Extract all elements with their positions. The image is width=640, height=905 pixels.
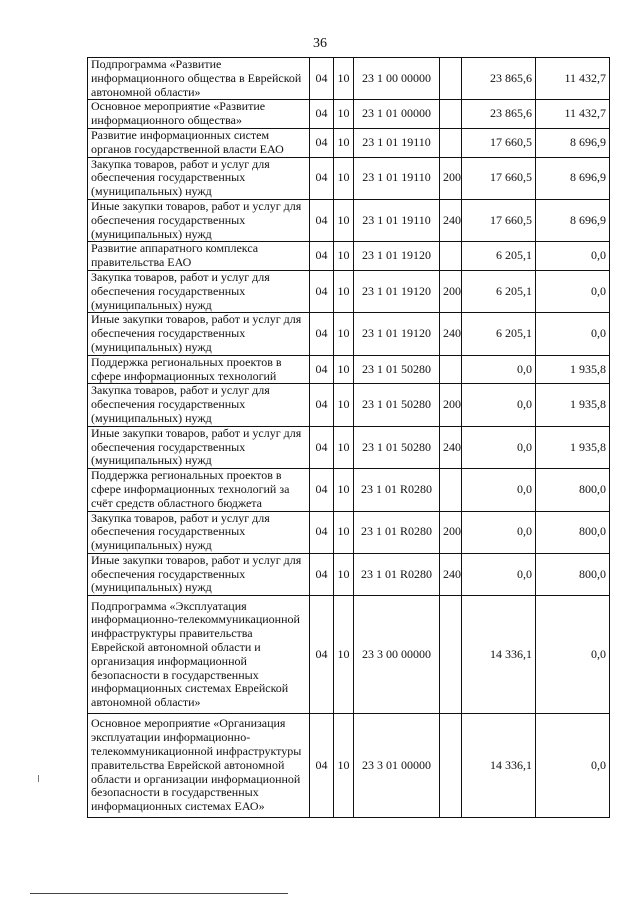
row-section-code: 04 (310, 313, 334, 355)
row-subsection-code: 10 (334, 355, 354, 384)
row-amount-2: 0,0 (536, 714, 610, 818)
row-section-code: 04 (310, 384, 334, 426)
row-amount-1: 0,0 (462, 469, 536, 511)
row-expense-type: 200 (440, 270, 462, 312)
row-amount-2: 1 935,8 (536, 384, 610, 426)
row-name: Иные закупки товаров, работ и услуг для обеспечения государственных (муниципальных) нужд (88, 426, 310, 468)
row-amount-2: 0,0 (536, 242, 610, 271)
row-section-code: 04 (310, 714, 334, 818)
row-subsection-code: 10 (334, 242, 354, 271)
row-amount-1: 6 205,1 (462, 242, 536, 271)
row-amount-1: 6 205,1 (462, 270, 536, 312)
row-amount-2: 800,0 (536, 553, 610, 595)
row-amount-1: 0,0 (462, 553, 536, 595)
row-subsection-code: 10 (334, 553, 354, 595)
row-expense-type: 240 (440, 313, 462, 355)
row-subsection-code: 10 (334, 714, 354, 818)
row-amount-1: 0,0 (462, 355, 536, 384)
row-amount-2: 1 935,8 (536, 426, 610, 468)
row-section-code: 04 (310, 426, 334, 468)
table-row (88, 313, 610, 355)
row-expense-type (440, 714, 462, 818)
row-name: Основное мероприятие «Развитие информационного общества» (88, 100, 310, 129)
row-expense-type (440, 100, 462, 129)
page-number: 36 (313, 36, 327, 51)
row-target-article: 23 1 01 19120 (354, 313, 440, 355)
row-section-code: 04 (310, 100, 334, 129)
row-name: Иные закупки товаров, работ и услуг для обеспечения государственных (муниципальных) нужд (88, 199, 310, 241)
row-target-article: 23 1 01 19120 (354, 270, 440, 312)
row-amount-2: 8 696,9 (536, 157, 610, 199)
margin-mark (38, 775, 39, 782)
row-target-article: 23 1 01 50280 (354, 426, 440, 468)
row-amount-1: 23 865,6 (462, 100, 536, 129)
footer-rule (30, 893, 288, 894)
row-amount-2: 0,0 (536, 270, 610, 312)
row-subsection-code: 10 (334, 270, 354, 312)
row-expense-type: 200 (440, 511, 462, 553)
row-target-article: 23 1 01 50280 (354, 355, 440, 384)
table-row (88, 58, 610, 100)
table-row (88, 100, 610, 129)
row-target-article: 23 1 00 00000 (354, 58, 440, 100)
row-name: Иные закупки товаров, работ и услуг для обеспечения государственных (муниципальных) нужд (88, 553, 310, 595)
row-subsection-code: 10 (334, 511, 354, 553)
row-expense-type (440, 469, 462, 511)
row-name: Подпрограмма «Развитие информационного общества в Еврейской автономной области» (88, 58, 310, 100)
row-expense-type (440, 58, 462, 100)
row-amount-2: 8 696,9 (536, 128, 610, 157)
row-section-code: 04 (310, 199, 334, 241)
row-amount-1: 6 205,1 (462, 313, 536, 355)
row-amount-1: 14 336,1 (462, 714, 536, 818)
table-row (88, 511, 610, 553)
table-row (88, 714, 610, 818)
row-amount-2: 11 432,7 (536, 58, 610, 100)
row-amount-2: 11 432,7 (536, 100, 610, 129)
row-expense-type: 240 (440, 199, 462, 241)
row-name: Иные закупки товаров, работ и услуг для обеспечения государственных (муниципальных) нужд (88, 313, 310, 355)
row-section-code: 04 (310, 355, 334, 384)
row-name: Развитие информационных систем органов государственной власти ЕАО (88, 128, 310, 157)
row-name: Поддержка региональных проектов в сфере информационных технологий за счёт средств областного бюджета (88, 469, 310, 511)
row-target-article: 23 1 01 R0280 (354, 553, 440, 595)
table-row (88, 128, 610, 157)
row-subsection-code: 10 (334, 313, 354, 355)
row-amount-2: 800,0 (536, 469, 610, 511)
row-expense-type: 240 (440, 553, 462, 595)
row-expense-type: 200 (440, 157, 462, 199)
table-row (88, 157, 610, 199)
row-amount-2: 8 696,9 (536, 199, 610, 241)
row-target-article: 23 1 01 00000 (354, 100, 440, 129)
budget-table-body (88, 58, 610, 818)
row-section-code: 04 (310, 270, 334, 312)
row-section-code: 04 (310, 553, 334, 595)
row-subsection-code: 10 (334, 128, 354, 157)
row-target-article: 23 1 01 R0280 (354, 511, 440, 553)
table-row (88, 426, 610, 468)
row-amount-1: 17 660,5 (462, 128, 536, 157)
row-name: Подпрограмма «Эксплуатация информационно-телекоммуникационной инфраструктуры правительства Еврейской автономной области и организация информационной безопасности в государственных информационных системах Еврейской автономной области» (88, 596, 310, 714)
row-section-code: 04 (310, 469, 334, 511)
row-target-article: 23 1 01 R0280 (354, 469, 440, 511)
row-expense-type: 200 (440, 384, 462, 426)
row-amount-1: 17 660,5 (462, 157, 536, 199)
row-section-code: 04 (310, 157, 334, 199)
row-expense-type (440, 355, 462, 384)
row-amount-2: 800,0 (536, 511, 610, 553)
row-subsection-code: 10 (334, 58, 354, 100)
row-amount-1: 17 660,5 (462, 199, 536, 241)
row-target-article: 23 1 01 50280 (354, 384, 440, 426)
row-name: Основное мероприятие «Организация эксплуатации информационно-телекоммуникационной инфраструктуры правительства Еврейской автономной области и организации информационной безопасности в государственных информационных системах ЕАО» (88, 714, 310, 818)
row-section-code: 04 (310, 511, 334, 553)
table-row (88, 553, 610, 595)
row-amount-2: 0,0 (536, 596, 610, 714)
row-name: Закупка товаров, работ и услуг для обеспечения государственных (муниципальных) нужд (88, 157, 310, 199)
row-section-code: 04 (310, 242, 334, 271)
table-row (88, 384, 610, 426)
row-section-code: 04 (310, 58, 334, 100)
row-subsection-code: 10 (334, 384, 354, 426)
row-name: Закупка товаров, работ и услуг для обеспечения государственных (муниципальных) нужд (88, 270, 310, 312)
row-subsection-code: 10 (334, 426, 354, 468)
row-subsection-code: 10 (334, 157, 354, 199)
table-row (88, 469, 610, 511)
table-row (88, 355, 610, 384)
row-expense-type (440, 596, 462, 714)
row-amount-1: 23 865,6 (462, 58, 536, 100)
row-expense-type (440, 128, 462, 157)
row-expense-type: 240 (440, 426, 462, 468)
row-section-code: 04 (310, 596, 334, 714)
row-target-article: 23 3 00 00000 (354, 596, 440, 714)
row-subsection-code: 10 (334, 596, 354, 714)
row-name: Закупка товаров, работ и услуг для обеспечения государственных (муниципальных) нужд (88, 511, 310, 553)
table-row (88, 270, 610, 312)
row-amount-1: 0,0 (462, 426, 536, 468)
row-amount-2: 1 935,8 (536, 355, 610, 384)
table-row (88, 242, 610, 271)
row-section-code: 04 (310, 128, 334, 157)
row-amount-1: 0,0 (462, 384, 536, 426)
row-name: Поддержка региональных проектов в сфере информационных технологий (88, 355, 310, 384)
budget-table (87, 57, 610, 818)
row-subsection-code: 10 (334, 199, 354, 241)
row-amount-1: 14 336,1 (462, 596, 536, 714)
row-target-article: 23 3 01 00000 (354, 714, 440, 818)
row-name: Развитие аппаратного комплекса правительства ЕАО (88, 242, 310, 271)
row-subsection-code: 10 (334, 469, 354, 511)
row-subsection-code: 10 (334, 100, 354, 129)
table-row (88, 596, 610, 714)
row-name: Закупка товаров, работ и услуг для обеспечения государственных (муниципальных) нужд (88, 384, 310, 426)
row-target-article: 23 1 01 19110 (354, 199, 440, 241)
row-amount-2: 0,0 (536, 313, 610, 355)
row-target-article: 23 1 01 19120 (354, 242, 440, 271)
row-target-article: 23 1 01 19110 (354, 157, 440, 199)
row-amount-1: 0,0 (462, 511, 536, 553)
table-row (88, 199, 610, 241)
row-expense-type (440, 242, 462, 271)
row-target-article: 23 1 01 19110 (354, 128, 440, 157)
